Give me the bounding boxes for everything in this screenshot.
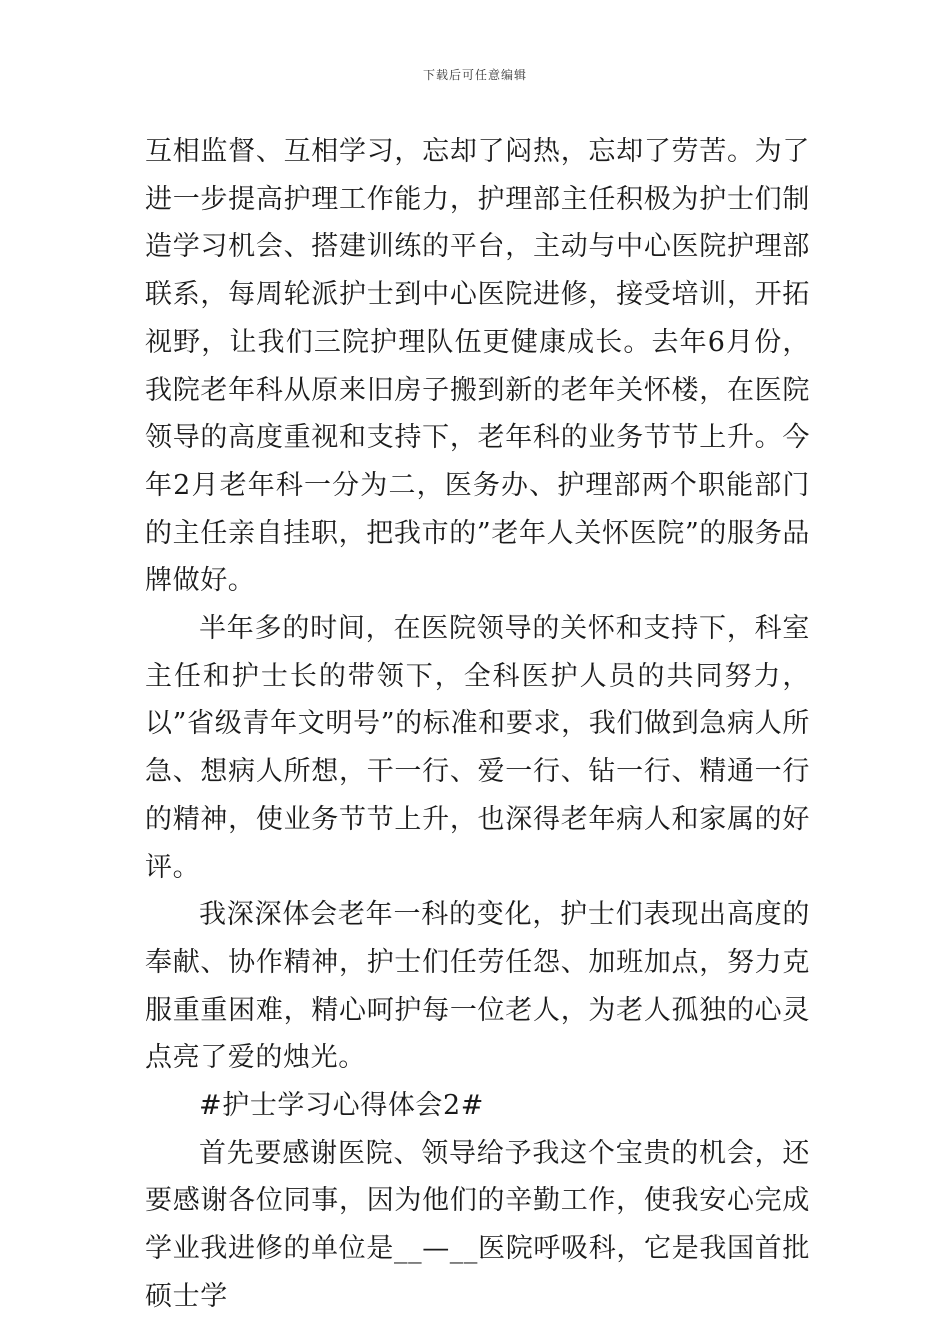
paragraph-3: 我深深体会老年一科的变化，护士们表现出高度的奉献、协作精神，护士们任劳任怨、加班加点，努力克服重重困难，精心呵护每一位老人，为老人孤独的心灵点亮了爱的烛光。 [145, 899, 810, 1074]
paragraph-2: 半年多的时间，在医院领导的关怀和支持下，科室主任和护士长的带领下，全科医护人员的共同努力，以”省级青年文明号”的标准和要求，我们做到急病人所急、想病人所想，干一行、爱一行、钻一行、精通一行的精神，使业务节节上升，也深得老年病人和家属的好评。 [145, 613, 810, 883]
section-heading: #护士学习心得体会2# [199, 1090, 485, 1122]
paragraph-4: 首先要感谢医院、领导给予我这个宝贵的机会，还要感谢各位同事，因为他们的辛勤工作，使我安心完成学业我进修的单位是__—__医院呼吸科，它是我国首批硕士学 [145, 1137, 810, 1312]
page-header: 下载后可任意编辑 [422, 68, 527, 82]
document-body [145, 128, 810, 1321]
paragraph-1: 互相监督、互相学习，忘却了闷热，忘却了劳苦。为了进一步提高护理工作能力，护理部主任积极为护士们制造学习机会、搭建训练的平台，主动与中心医院护理部联系，每周轮派护士到中心医院进修，接受培训，开拓视野，让我们三院护理队伍更健康成长。去年6月份，我院老年科从原来旧房子搬到新的老年关怀楼，在医院领导的高度重视和支持下，老年科的业务节节上升。今年2月老年科一分为二，医务办、护理部两个职能部门的主任亲自挂职，把我市的”老年人关怀医院”的服务品牌做好。 [145, 136, 810, 597]
